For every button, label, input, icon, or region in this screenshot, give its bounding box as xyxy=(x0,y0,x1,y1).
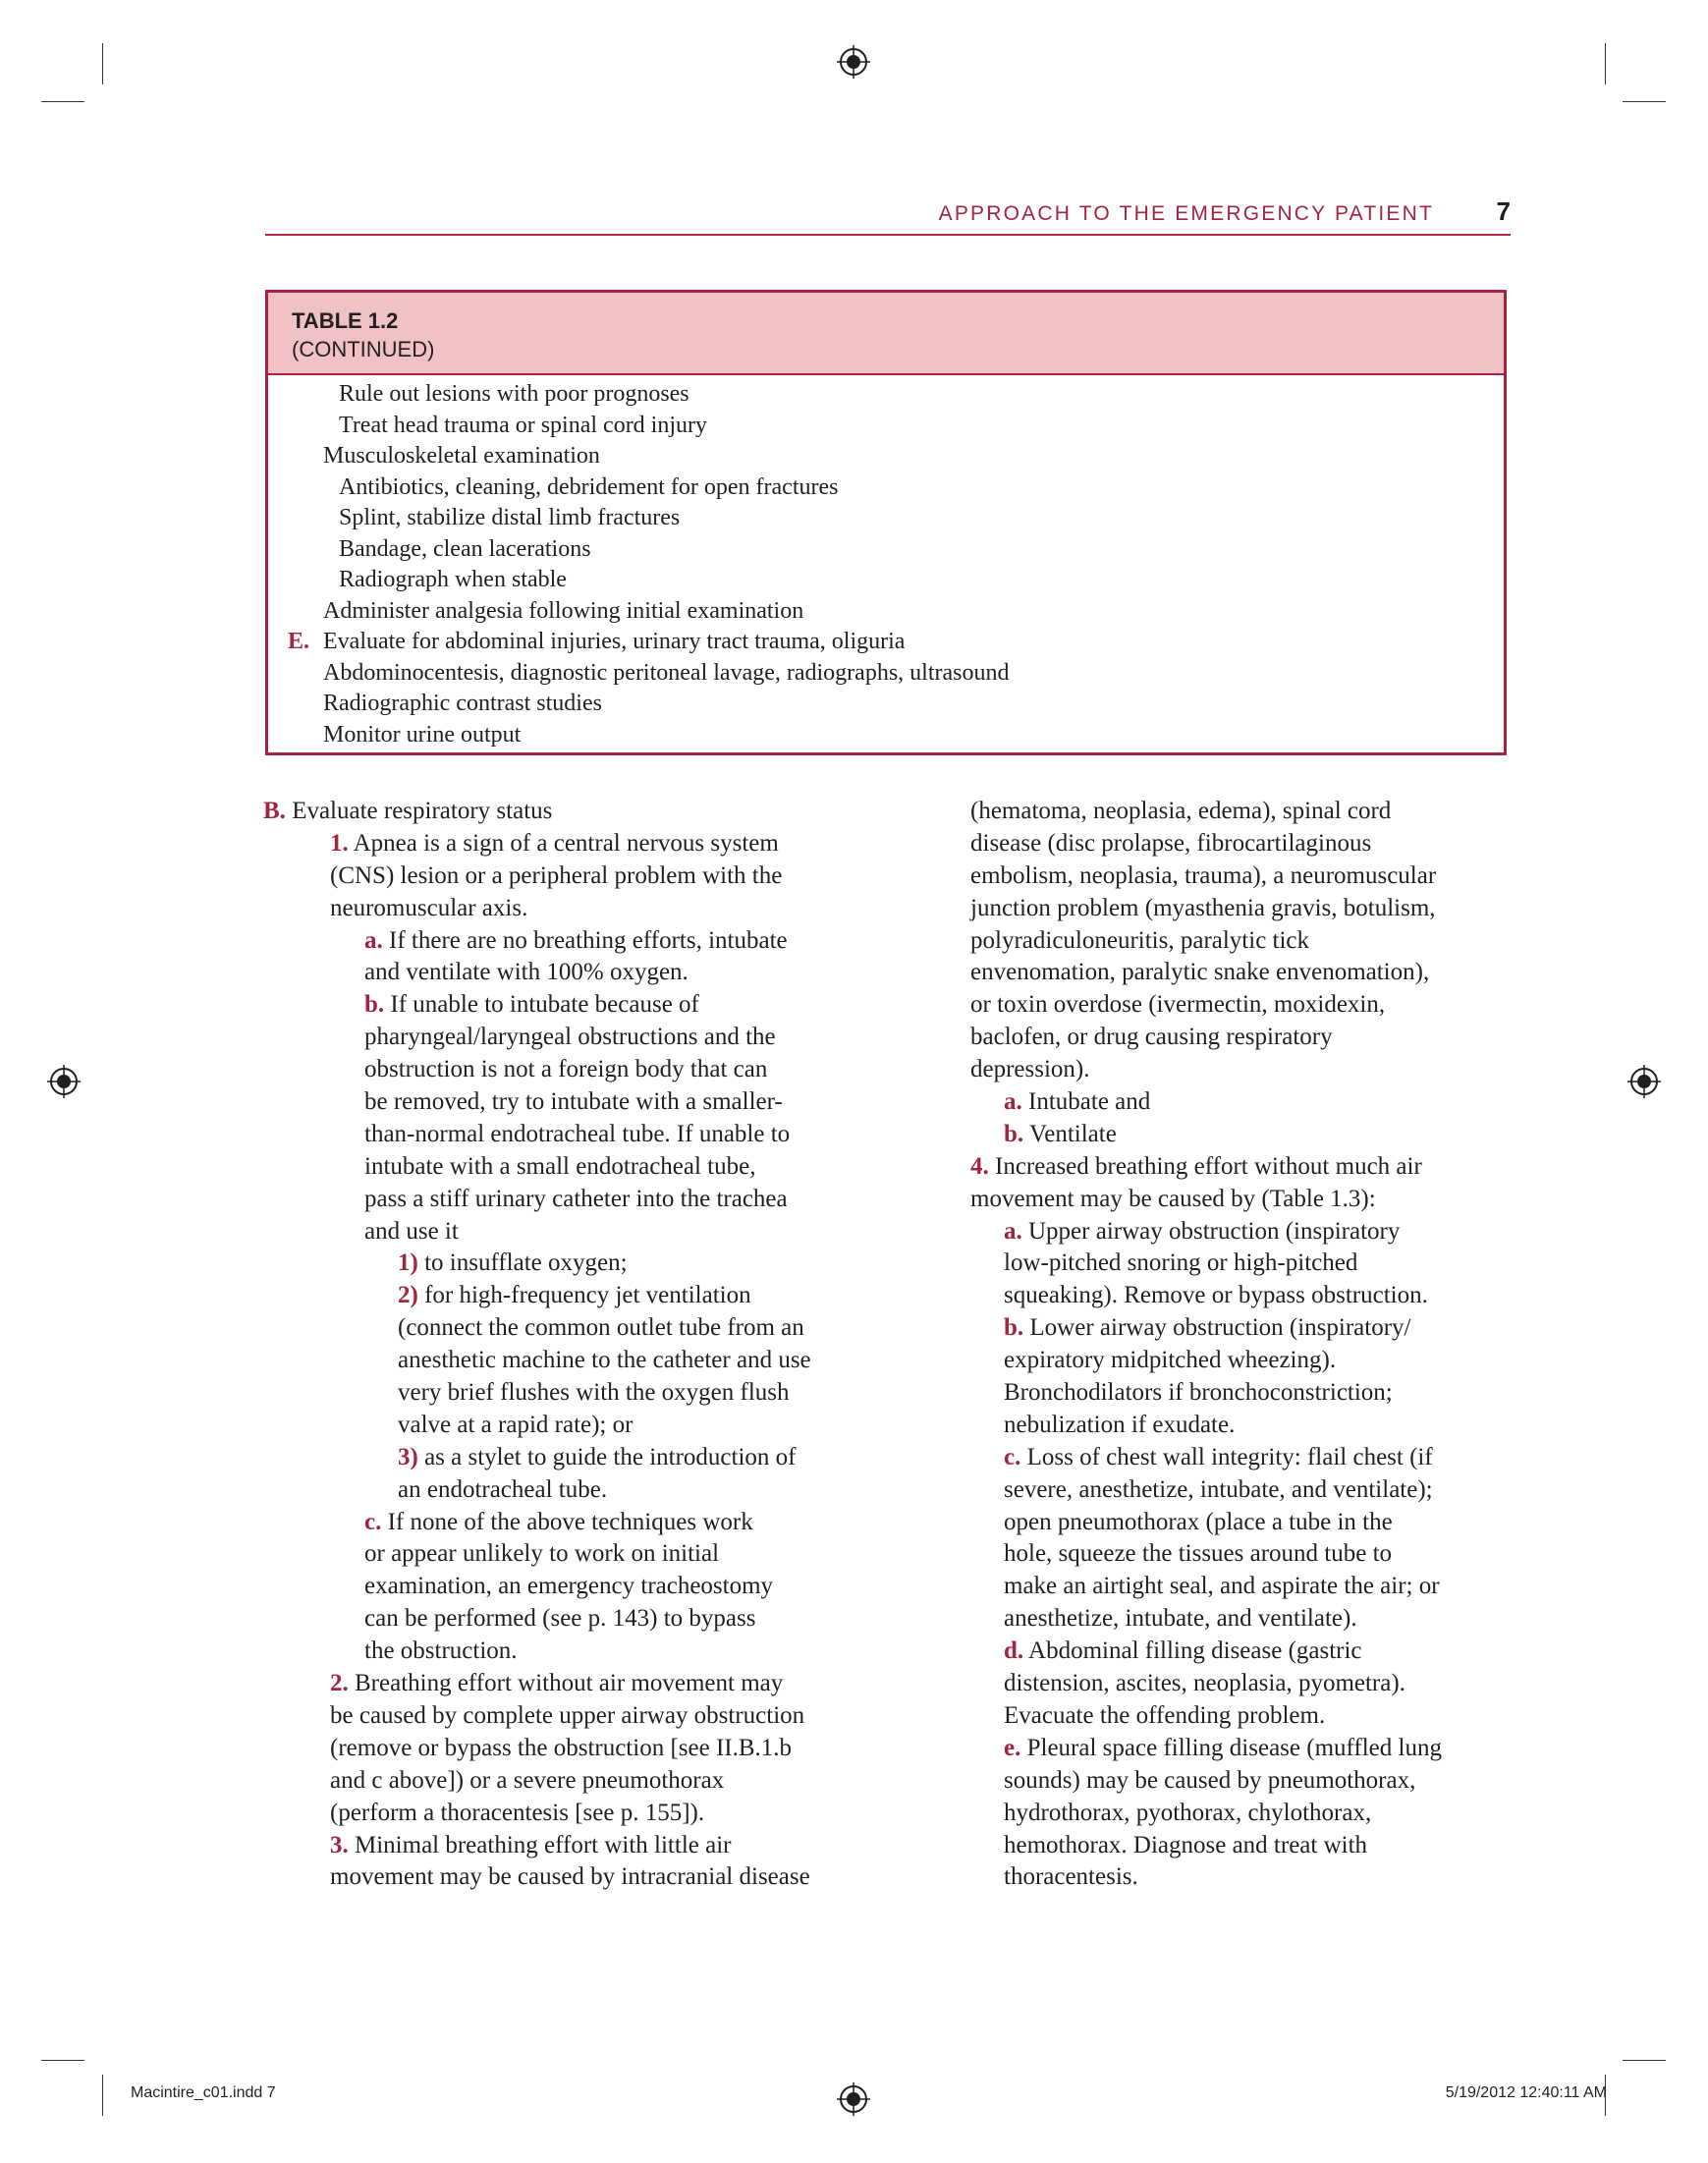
line-text: open pneumothorax (place a tube in the xyxy=(1004,1508,1393,1535)
table-sublabel: (CONTINUED) xyxy=(292,337,435,361)
table-row xyxy=(268,596,1504,628)
line-text: anesthetic machine to the catheter and use xyxy=(398,1347,811,1374)
line-text: Minimal breathing effort with little air xyxy=(355,1831,732,1858)
line-text: sounds) may be caused by pneumothorax, xyxy=(1004,1766,1416,1794)
table-row xyxy=(268,379,1504,411)
line-text: movement may be caused by intracranial disease xyxy=(330,1863,810,1891)
text-line xyxy=(970,1216,1511,1248)
text-line xyxy=(297,1700,876,1733)
running-header xyxy=(265,193,1511,236)
line-text: Evacuate the offending problem. xyxy=(1004,1701,1326,1729)
text-line xyxy=(297,925,876,958)
line-text: and use it xyxy=(364,1217,459,1245)
line-text: Loss of chest wall integrity: flail chest (if xyxy=(1026,1443,1433,1470)
line-text: disease (disc prolapse, fibrocartilaginous xyxy=(970,829,1372,857)
registration-mark-icon xyxy=(47,1065,81,1098)
line-text: very brief flushes with the oxygen flush xyxy=(398,1379,790,1407)
text-line xyxy=(297,828,876,860)
line-text: (connect the common outlet tube from an xyxy=(398,1314,804,1342)
text-line xyxy=(970,925,1511,958)
text-line xyxy=(970,1312,1511,1345)
table-row xyxy=(268,503,1504,534)
table-row-marker: E. xyxy=(288,629,310,654)
table-row-text: Radiograph when stable xyxy=(339,567,567,592)
text-line xyxy=(297,989,876,1022)
text-line xyxy=(297,1410,876,1442)
text-line xyxy=(970,1668,1511,1700)
outline-marker: B. xyxy=(263,798,286,824)
table-row-text: Rule out lesions with poor prognoses xyxy=(339,381,689,407)
text-line xyxy=(970,1830,1511,1862)
line-text: hydrothorax, pyothorax, chylothorax, xyxy=(1004,1799,1372,1826)
text-line xyxy=(297,1733,876,1765)
line-text: make an airtight seal, and aspirate the air; or xyxy=(1004,1573,1440,1600)
print-timestamp: 5/19/2012 12:40:11 AM xyxy=(1445,2084,1607,2101)
table-row-text: Monitor urine output xyxy=(323,721,522,748)
outline-marker: 2. xyxy=(330,1670,349,1697)
outline-marker: b. xyxy=(1004,1120,1024,1147)
text-line xyxy=(970,1184,1511,1216)
line-text: pass a stiff urinary catheter into the trachea xyxy=(364,1185,788,1212)
line-text: Intubate and xyxy=(1028,1088,1151,1116)
line-text: anesthetize, intubate, and ventilate). xyxy=(1004,1605,1357,1633)
table-row xyxy=(268,658,1504,690)
text-line xyxy=(297,1765,876,1798)
outline-marker: a. xyxy=(364,926,383,954)
table-row xyxy=(268,720,1504,751)
table-row-text: Bandage, clean lacerations xyxy=(339,535,591,562)
line-text: can be performed (see p. 143) to bypass xyxy=(364,1605,756,1633)
outline-marker: 3. xyxy=(330,1831,349,1858)
line-text: Ventilate xyxy=(1028,1120,1117,1147)
text-line xyxy=(297,1442,876,1474)
text-line xyxy=(297,1603,876,1636)
text-line xyxy=(970,1119,1511,1151)
running-title: APPROACH TO THE EMERGENCY PATIENT xyxy=(938,202,1434,225)
line-text: be caused by complete upper airway obstruction xyxy=(330,1701,805,1729)
line-text: baclofen, or drug causing respiratory xyxy=(970,1024,1333,1051)
outline-marker: e. xyxy=(1004,1734,1021,1761)
line-text: hole, squeeze the tissues around tube to xyxy=(1004,1540,1393,1568)
text-line xyxy=(297,1636,876,1668)
line-text: (remove or bypass the obstruction [see II.B.1.b xyxy=(330,1734,793,1761)
table-row-text: Splint, stabilize distal limb fractures xyxy=(339,505,681,530)
line-text: the obstruction. xyxy=(364,1637,518,1665)
text-line xyxy=(970,1571,1511,1603)
text-line xyxy=(970,1636,1511,1668)
line-text: polyradiculoneuritis, paralytic tick xyxy=(970,926,1310,954)
text-line xyxy=(297,1861,876,1894)
text-line xyxy=(297,1668,876,1700)
line-text: obstruction is not a foreign body that can xyxy=(364,1056,768,1083)
line-text: envenomation, paralytic snake envenomation), xyxy=(970,959,1430,986)
table-row-text: Antibiotics, cleaning, debridement for open fractures xyxy=(339,473,839,500)
text-line xyxy=(970,1086,1511,1119)
line-text: and c above]) or a severe pneumothorax xyxy=(330,1766,725,1794)
line-text: an endotracheal tube. xyxy=(398,1475,608,1503)
text-line xyxy=(297,1571,876,1603)
text-line xyxy=(263,796,876,828)
table-row-text: Musculoskeletal examination xyxy=(323,443,600,469)
text-line xyxy=(970,1603,1511,1636)
line-text: nebulization if exudate. xyxy=(1004,1411,1236,1438)
table-row-text: Abdominocentesis, diagnostic peritoneal lavage, radiographs, ultrasound xyxy=(323,659,1010,686)
outline-marker: 1. xyxy=(330,829,349,857)
table-label: TABLE 1.2 xyxy=(292,308,399,333)
text-line xyxy=(297,1345,876,1377)
text-line xyxy=(970,893,1511,925)
table-row xyxy=(268,565,1504,596)
outline-marker: b. xyxy=(1004,1314,1024,1342)
outline-marker: c. xyxy=(1004,1443,1021,1470)
text-line xyxy=(970,1151,1511,1184)
text-line xyxy=(297,957,876,989)
registration-mark-icon xyxy=(837,2082,870,2116)
text-line xyxy=(297,1248,876,1280)
text-line xyxy=(970,1280,1511,1312)
line-text: distension, ascites, neoplasia, pyometra). xyxy=(1004,1670,1405,1697)
line-text: Evaluate respiratory status xyxy=(292,798,553,824)
line-text: for high-frequency jet ventilation xyxy=(424,1282,751,1309)
line-text: (hematoma, neoplasia, edema), spinal cord xyxy=(970,798,1392,824)
line-text: If there are no breathing efforts, intubate xyxy=(389,926,788,954)
body-column-right xyxy=(970,796,1511,1894)
text-line xyxy=(297,1280,876,1312)
line-text: squeaking). Remove or bypass obstruction. xyxy=(1004,1282,1428,1309)
text-line xyxy=(970,1733,1511,1765)
crop-mark xyxy=(1623,101,1666,102)
table-header xyxy=(268,293,1504,375)
text-line xyxy=(297,1830,876,1862)
crop-mark xyxy=(102,2075,103,2116)
table-row-text: Evaluate for abdominal injuries, urinary tract trauma, oliguria xyxy=(323,629,906,654)
table-row xyxy=(268,472,1504,504)
outline-marker: a. xyxy=(1004,1088,1022,1116)
text-line xyxy=(970,1345,1511,1377)
outline-marker: a. xyxy=(1004,1217,1022,1245)
line-text: Abdominal filling disease (gastric xyxy=(1028,1637,1362,1665)
text-line xyxy=(970,1054,1511,1086)
table-row-text: Treat head trauma or spinal cord injury xyxy=(339,412,708,438)
text-line xyxy=(970,1474,1511,1507)
text-line xyxy=(297,1022,876,1054)
line-text: Bronchodilators if bronchoconstriction; xyxy=(1004,1379,1393,1407)
text-line xyxy=(970,1248,1511,1280)
line-text: depression). xyxy=(970,1056,1090,1083)
text-line xyxy=(297,893,876,925)
text-line xyxy=(297,1798,876,1830)
line-text: expiratory midpitched wheezing). xyxy=(1004,1347,1337,1374)
text-line xyxy=(970,828,1511,860)
line-text: examination, an emergency tracheostomy xyxy=(364,1573,774,1600)
line-text: neuromuscular axis. xyxy=(330,894,528,921)
text-line xyxy=(297,1474,876,1507)
page-number: 7 xyxy=(1496,196,1511,226)
text-line xyxy=(297,860,876,893)
text-line xyxy=(970,1700,1511,1733)
line-text: thoracentesis. xyxy=(1004,1863,1138,1891)
line-text: movement may be caused by (Table 1.3): xyxy=(970,1185,1376,1212)
line-text: or toxin overdose (ivermectin, moxidexin, xyxy=(970,991,1386,1019)
crop-mark xyxy=(1605,43,1606,84)
text-line xyxy=(970,1377,1511,1410)
outline-marker: 1) xyxy=(398,1249,418,1277)
crop-mark xyxy=(1623,2060,1666,2061)
line-text: than-normal endotracheal tube. If unable to xyxy=(364,1120,791,1147)
text-line xyxy=(970,860,1511,893)
text-line xyxy=(970,989,1511,1022)
text-line xyxy=(297,1151,876,1184)
text-line xyxy=(970,957,1511,989)
table-row xyxy=(268,534,1504,566)
line-text: Increased breathing effort without much air xyxy=(995,1152,1422,1180)
line-text: valve at a rapid rate); or xyxy=(398,1411,634,1438)
outline-marker: 3) xyxy=(398,1443,418,1470)
table-row xyxy=(268,627,1504,658)
text-line xyxy=(970,1022,1511,1054)
text-line xyxy=(970,1507,1511,1539)
line-text: embolism, neoplasia, trauma), a neuromuscular xyxy=(970,861,1437,889)
text-line xyxy=(297,1377,876,1410)
table-row-text: Radiographic contrast studies xyxy=(323,691,602,716)
table-body xyxy=(268,375,1504,750)
line-text: and ventilate with 100% oxygen. xyxy=(364,959,689,986)
line-text: (perform a thoracentesis [see p. 155]). xyxy=(330,1799,705,1826)
text-line xyxy=(297,1054,876,1086)
table-box xyxy=(265,290,1507,755)
text-line xyxy=(970,1410,1511,1442)
text-line xyxy=(970,1861,1511,1894)
registration-mark-icon xyxy=(837,45,870,79)
crop-mark xyxy=(41,2060,84,2061)
text-line xyxy=(297,1216,876,1248)
line-text: Breathing effort without air movement may xyxy=(355,1670,784,1697)
outline-marker: b. xyxy=(364,991,385,1019)
text-line xyxy=(297,1184,876,1216)
line-text: severe, anesthetize, intubate, and ventilate); xyxy=(1004,1475,1433,1503)
text-line xyxy=(297,1312,876,1345)
text-line xyxy=(970,1442,1511,1474)
crop-mark xyxy=(102,43,103,84)
crop-mark xyxy=(41,101,84,102)
outline-marker: 2) xyxy=(398,1282,418,1309)
line-text: Upper airway obstruction (inspiratory xyxy=(1028,1217,1401,1245)
body-column-left xyxy=(263,796,876,1894)
text-line xyxy=(297,1538,876,1571)
text-line xyxy=(297,1119,876,1151)
line-text: junction problem (myasthenia gravis, botulism, xyxy=(970,894,1436,921)
text-line xyxy=(970,796,1511,828)
text-line xyxy=(970,1765,1511,1798)
line-text: Apnea is a sign of a central nervous system xyxy=(353,829,779,857)
line-text: (CNS) lesion or a peripheral problem with the xyxy=(330,861,783,889)
line-text: low-pitched snoring or high-pitched xyxy=(1004,1249,1358,1277)
table-row xyxy=(268,441,1504,472)
line-text: to insufflate oxygen; xyxy=(424,1249,628,1277)
line-text: If unable to intubate because of xyxy=(390,991,699,1019)
line-text: Pleural space filling disease (muffled lung xyxy=(1026,1734,1442,1761)
line-text: or appear unlikely to work on initial xyxy=(364,1540,720,1568)
table-row xyxy=(268,411,1504,442)
text-line xyxy=(297,1086,876,1119)
registration-mark-icon xyxy=(1627,1065,1661,1098)
line-text: intubate with a small endotracheal tube, xyxy=(364,1152,756,1180)
outline-marker: 4. xyxy=(970,1152,989,1180)
text-line xyxy=(970,1798,1511,1830)
table-row xyxy=(268,689,1504,720)
line-text: be removed, try to intubate with a smaller- xyxy=(364,1088,783,1116)
line-text: hemothorax. Diagnose and treat with xyxy=(1004,1831,1368,1858)
line-text: as a stylet to guide the introduction of xyxy=(424,1443,797,1470)
file-slug: Macintire_c01.indd 7 xyxy=(131,2084,276,2101)
text-line xyxy=(970,1538,1511,1571)
outline-marker: d. xyxy=(1004,1637,1024,1665)
line-text: Lower airway obstruction (inspiratory/ xyxy=(1029,1314,1411,1342)
table-row-text: Administer analgesia following initial examination xyxy=(323,597,804,624)
line-text: pharyngeal/laryngeal obstructions and the xyxy=(364,1024,776,1051)
text-line xyxy=(297,1507,876,1539)
line-text: If none of the above techniques work xyxy=(387,1508,753,1535)
outline-marker: c. xyxy=(364,1508,382,1535)
